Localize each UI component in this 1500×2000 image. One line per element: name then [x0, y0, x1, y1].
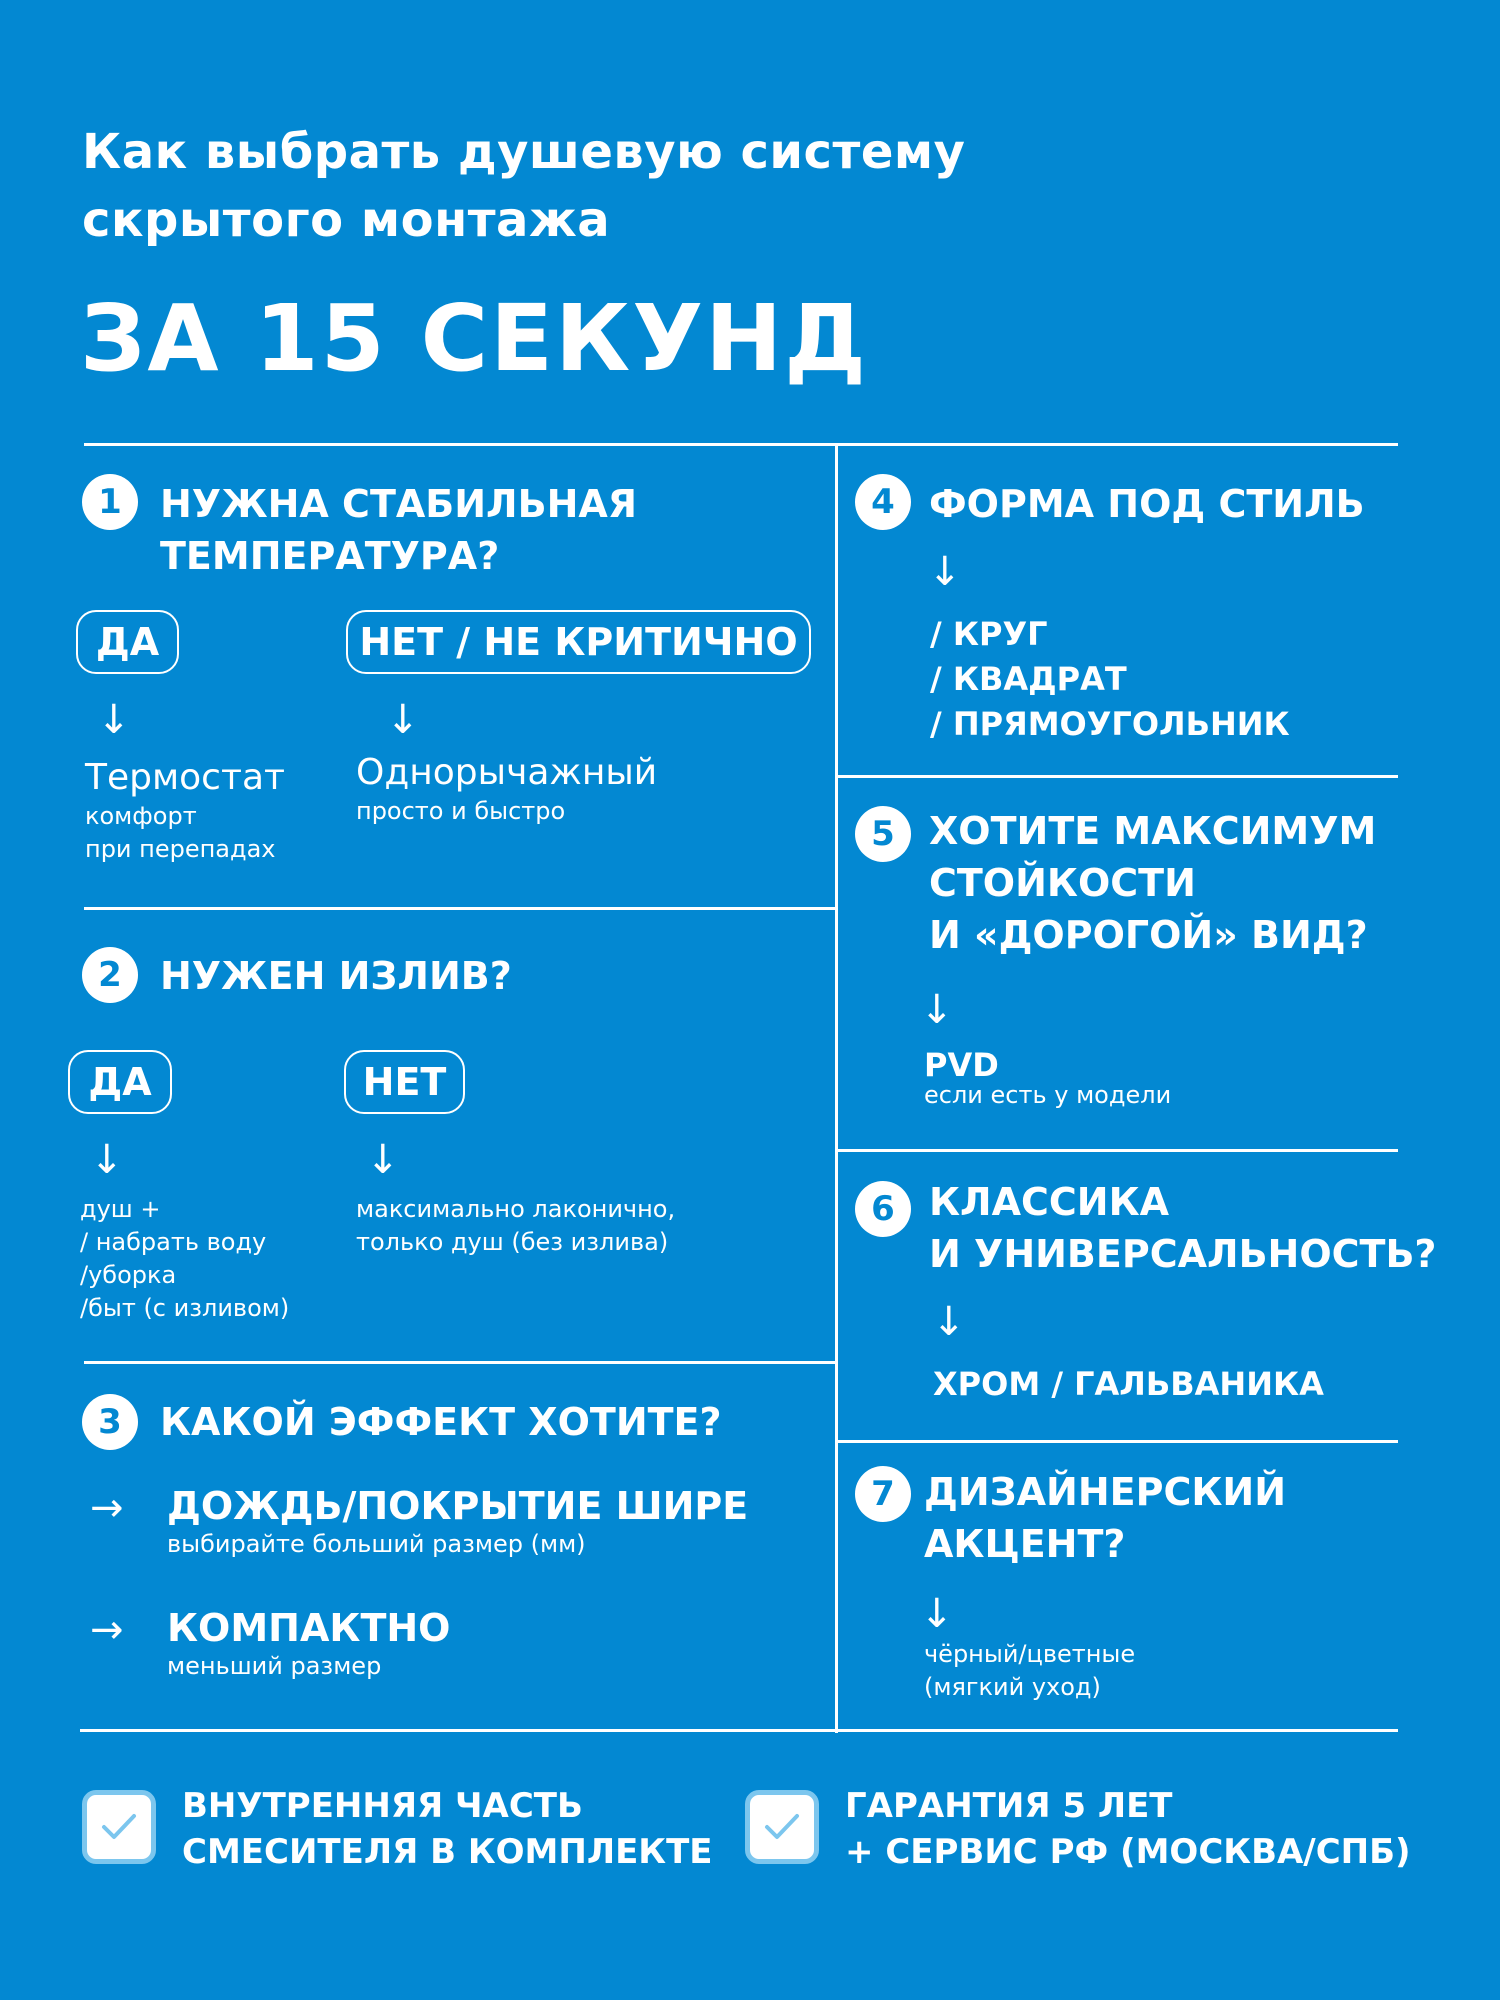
arrow-down-icon: ↓ [928, 549, 962, 595]
q1-yes-result [85, 756, 285, 866]
q2-yes-note-4: /быт (с изливом) [80, 1294, 290, 1322]
arrow-down-icon: ↓ [386, 697, 420, 743]
q7-result [924, 1638, 1135, 1704]
q1-yes-note-1: комфорт [85, 802, 197, 830]
feature-2-line-2: + СЕРВИС РФ (МОСКВА/СПБ) [845, 1832, 1411, 1872]
step-number-1: 1 [82, 474, 138, 530]
q2-no-badge: НЕТ [344, 1050, 465, 1114]
q2-question: НУЖЕН ИЗЛИВ? [160, 954, 512, 998]
divider-q5-q6 [836, 1149, 1398, 1152]
q5-result-title: PVD [924, 1046, 999, 1084]
q2-yes-note [80, 1193, 289, 1325]
divider-q6-q7 [836, 1440, 1398, 1443]
q1-question [160, 478, 637, 582]
q3-question: КАКОЙ ЭФФЕКТ ХОТИТЕ? [160, 1400, 722, 1444]
divider-vertical [835, 443, 838, 1733]
q5-result [924, 1043, 1171, 1112]
q2-no-note-2: только душ (без излива) [356, 1228, 669, 1256]
checkbox-checked-icon [82, 1790, 156, 1864]
q6-question [929, 1176, 1436, 1280]
q4-question: ФОРМА ПОД СТИЛЬ [929, 482, 1365, 526]
q4-option-square: / КВАДРАТ [930, 660, 1127, 698]
q2-yes-note-1: душ + [80, 1195, 161, 1223]
q6-result: ХРОМ / ГАЛЬВАНИКА [933, 1365, 1324, 1403]
q7-note-2: (мягкий уход) [924, 1673, 1101, 1701]
divider-q1-q2 [84, 907, 837, 910]
divider-q4-q5 [836, 775, 1398, 778]
q1-yes-title: Термостат [85, 757, 285, 798]
q1-yes-note-2: при перепадах [85, 835, 276, 863]
step-number-4: 4 [855, 474, 911, 530]
step-number-7: 7 [855, 1466, 911, 1522]
q7-line-2: АКЦЕНТ? [924, 1522, 1126, 1566]
q1-no-title: Однорычажный [356, 752, 658, 793]
q3-option-2-note: меньший размер [167, 1652, 382, 1680]
q7-question [924, 1466, 1286, 1570]
feature-warranty [845, 1783, 1411, 1875]
feature-1-line-1: ВНУТРЕННЯЯ ЧАСТЬ [182, 1786, 583, 1826]
q5-line-3: И «ДОРОГОЙ» ВИД? [929, 913, 1368, 957]
arrow-down-icon: ↓ [366, 1137, 400, 1183]
q2-yes-note-3: /уборка [80, 1261, 177, 1289]
q7-note-1: чёрный/цветные [924, 1640, 1136, 1668]
arrow-down-icon: ↓ [932, 1299, 966, 1345]
q5-question [929, 805, 1376, 961]
q2-no-note-1: максимально лаконично, [356, 1195, 676, 1223]
q2-no-note [356, 1193, 675, 1259]
q2-yes-badge: ДА [68, 1050, 172, 1114]
divider-top [84, 443, 1398, 446]
divider-q2-q3 [84, 1361, 837, 1364]
q4-option-circle: / КРУГ [930, 615, 1048, 653]
q3-option-1-note: выбирайте больший размер (мм) [167, 1530, 586, 1558]
q1-line-1: НУЖНА СТАБИЛЬНАЯ [160, 482, 638, 526]
step-number-2: 2 [82, 947, 138, 1003]
feature-2-line-1: ГАРАНТИЯ 5 ЛЕТ [845, 1786, 1173, 1826]
arrow-down-icon: ↓ [920, 1591, 954, 1637]
feature-mixer-included [182, 1783, 713, 1875]
step-number-5: 5 [855, 806, 911, 862]
q5-line-2: СТОЙКОСТИ [929, 861, 1196, 905]
q7-line-1: ДИЗАЙНЕРСКИЙ [924, 1470, 1287, 1514]
arrow-right-icon: → [90, 1607, 124, 1653]
q5-line-1: ХОТИТЕ МАКСИМУМ [929, 809, 1377, 853]
q5-result-note: если есть у модели [924, 1081, 1172, 1109]
q3-option-1-title: ДОЖДЬ/ПОКРЫТИЕ ШИРЕ [167, 1484, 749, 1528]
checkbox-checked-icon [745, 1790, 819, 1864]
arrow-down-icon: ↓ [920, 987, 954, 1033]
divider-bottom [80, 1729, 1398, 1732]
q1-line-2: ТЕМПЕРАТУРА? [160, 534, 500, 578]
page-title: ЗА 15 СЕКУНД [80, 285, 869, 392]
arrow-down-icon: ↓ [90, 1137, 124, 1183]
q1-yes-badge: ДА [76, 610, 179, 674]
step-number-6: 6 [855, 1181, 911, 1237]
q4-options [930, 612, 1290, 747]
page-subtitle [82, 118, 1082, 254]
q4-option-rectangle: / ПРЯМОУГОЛЬНИК [930, 705, 1290, 743]
q6-line-1: КЛАССИКА [929, 1180, 1170, 1224]
arrow-right-icon: → [90, 1485, 124, 1531]
subtitle-line-1: Как выбрать душевую систему [82, 124, 966, 180]
q1-no-note: просто и быстро [356, 797, 566, 825]
q3-option-2 [167, 1606, 450, 1683]
q1-no-badge: НЕТ / НЕ КРИТИЧНО [346, 610, 811, 674]
step-number-3: 3 [82, 1394, 138, 1450]
q3-option-2-title: КОМПАКТНО [167, 1606, 451, 1650]
q3-option-1 [167, 1484, 748, 1561]
q2-yes-note-2: / набрать воду [80, 1228, 267, 1256]
subtitle-line-2: скрытого монтажа [82, 192, 611, 248]
arrow-down-icon: ↓ [97, 697, 131, 743]
q1-no-result [356, 751, 657, 828]
feature-1-line-2: СМЕСИТЕЛЯ В КОМПЛЕКТЕ [182, 1832, 713, 1872]
q6-line-2: И УНИВЕРСАЛЬНОСТЬ? [929, 1232, 1437, 1276]
